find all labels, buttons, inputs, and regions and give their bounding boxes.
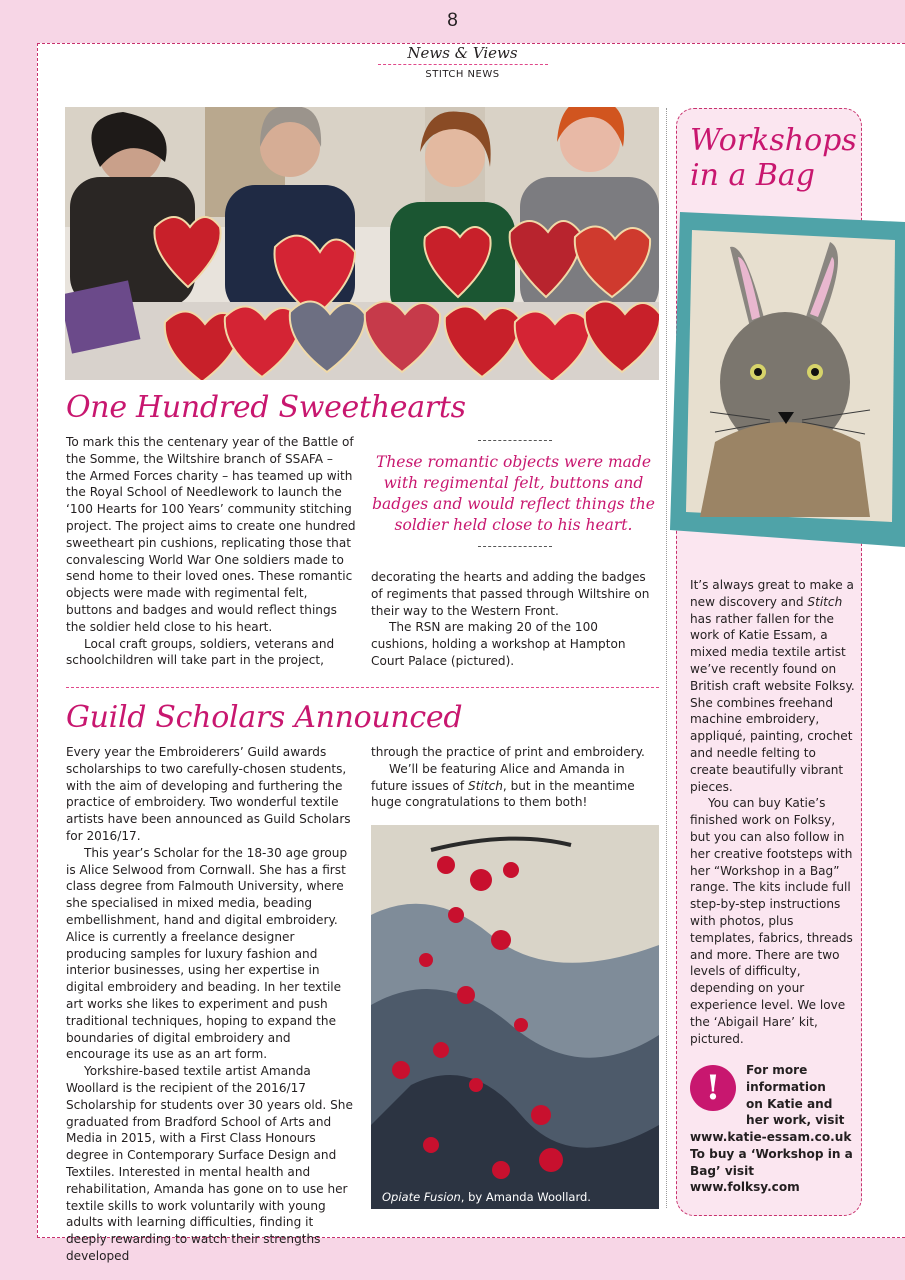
sweethearts-paragraph: The RSN are making 20 of the 100 cushions, holding a workshop at Hampton Court Palace (pictured). — [371, 620, 626, 668]
sidebar-paragraph: You can buy Katie’s finished work on Folksy, but you can also follow in her creative footsteps with her “Workshop in a Bag” range. The kits include full step-by-step instructions with photos, plus templates, fabrics, threads and more. There are two levels of difficulty, depending on your experience level. We love the ‘Abigail Hare’ kit, pictured. — [690, 796, 853, 1046]
pullquote: These romantic objects were made with regimental felt, buttons and badges and would reflect things the soldier held close to his heart. — [372, 453, 655, 534]
sweethearts-paragraph: Local craft groups, soldiers, veterans and schoolchildren will take part in the project, — [66, 636, 335, 668]
column-divider — [666, 108, 667, 1208]
section-title: News & Views — [407, 44, 518, 62]
pullquote-divider-bottom — [478, 546, 552, 547]
guild-paragraph: Yorkshire-based textile artist Amanda Woollard is the recipient of the 2016/17 Scholarship for students over 30 years old. She graduated from Bradford School of Arts and Media in 2015, with a First Class Honours degree in Contemporary Surface Design and Textiles. Interested in mental health and rehabilitation, Amanda has gone on to use her textile skills to work voluntarily with young adults with learning difficulties, finding it deeply rewarding to watch their strengths developed — [66, 1064, 353, 1263]
sweethearts-paragraph: To mark this the centenary year of the Battle of the Somme, the Wiltshire branch of SSAFA – the Armed Forces charity – has teamed up with the Royal School of Needlework to launch the ‘100 Hearts for 100 Years’ community stitching project. The project aims to create one hundred sweetheart pin cushions, replicating those that convalescing World War One soldiers made to send home to their loved ones. These romantic objects were made with regimental felt, buttons and badges and would reflect things the soldier held close to his heart. — [66, 435, 356, 634]
photo-caption: Opiate Fusion, by Amanda Woollard. — [382, 1190, 591, 1204]
section-divider — [378, 64, 548, 65]
sweethearts-column-2 — [371, 569, 657, 670]
sidebar-title: Workshops in a Bag — [690, 123, 857, 193]
article-divider — [66, 687, 659, 688]
guild-paragraph: through the practice of print and embroidery. — [371, 745, 645, 759]
guild-paragraph: This year’s Scholar for the 18-30 age group is Alice Selwood from Cornwall. She has a first class degree from Falmouth University, where she specialised in mixed media, beading embellishment, hand and digital embroidery. Alice is currently a freelance designer producing samples for luxury fashion and interior businesses, using her expertise in digital embroidery and beading. In her textile art works she likes to experiment and push traditional techniques, hoping to expand the boundaries of digital embroidery and encourage its use as an art form. — [66, 845, 348, 1062]
katie-essam-link[interactable]: www.katie-essam.co.uk — [690, 1130, 852, 1144]
sweethearts-paragraph: decorating the hearts and adding the badges of regiments that passed through Wiltshire on their way to the Western Front. — [371, 570, 650, 618]
guild-column-1 — [66, 744, 356, 1265]
guild-paragraph: Every year the Embroiderers’ Guild awards scholarships to two carefully-chosen students, with the aim of developing and furthering the practice of embroidery. Two wonderful textile artists have been announced as Guild Scholars for 2016/17. — [66, 745, 351, 843]
exclamation-icon: ! — [690, 1065, 736, 1111]
sweethearts-column-1 — [66, 434, 356, 669]
folksy-link[interactable]: Bag’ visit www.folksy.com — [690, 1163, 800, 1195]
guild-paragraph: We’ll be featuring Alice and Amanda in future issues of Stitch, but in the meantime huge congratulations to them both! — [371, 761, 635, 810]
abigail-hare-photo — [670, 212, 905, 547]
sidebar-paragraph: It’s always great to make a new discovery and Stitch has rather fallen for the work of Katie Essam, a mixed media textile artist we’ve recently found on British craft website Folksy. She combines freehand machine embroidery, appliqué, painting, crochet and needle felting to create beautifully vibrant pieces. — [690, 578, 855, 794]
guild-column-2 — [371, 744, 657, 811]
pullquote-divider-top — [478, 440, 552, 441]
article-title-sweethearts: One Hundred Sweethearts — [66, 390, 466, 425]
more-info-text: For more information on Katie and her work, visit — [746, 1063, 845, 1128]
article-title-guild: Guild Scholars Announced — [66, 700, 463, 735]
sidebar-text — [690, 577, 855, 1047]
section-subtitle: STITCH NEWS — [425, 69, 500, 80]
more-info-links: www.katie-essam.co.uk To buy a ‘Workshop in a Bag’ visit www.folksy.com — [690, 1129, 858, 1196]
opiate-fusion-photo — [371, 825, 659, 1209]
hearts-workshop-photo — [65, 107, 659, 380]
page-number: 8 — [447, 10, 458, 31]
